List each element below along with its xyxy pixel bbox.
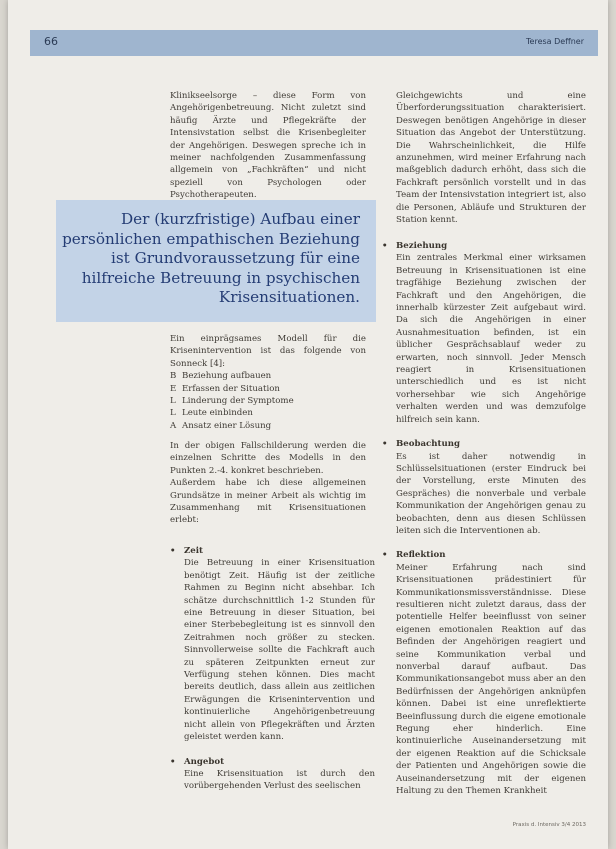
paragraph: Außerdem habe ich diese allgemeinen Grundsätze in meiner Arbeit als wichtig im Zusammenhang mit Krisensituationen erlebt: [170, 478, 366, 526]
right-bullet-list [382, 240, 586, 809]
model-step: Erfassen der Situation [182, 383, 280, 394]
list-item [170, 420, 366, 432]
author-name: Teresa Deffner [526, 37, 584, 46]
model-letter: L [170, 408, 176, 419]
pull-quote [60, 210, 360, 308]
paragraph: Klinikseelsorge – diese Form von Angehörigenbetreuung. Nicht zuletzt sind häufig Ärzte und Pflegekräfte der Intensivstation selbst die Krisenbegleiter der Angehörigen. Deswegen spreche ich in meiner nachfolgenden Zusammenfassung allgemein von „Fachkräften“ und nicht speziell von Psychologen oder Psychotherapeuten. [170, 91, 366, 201]
pull-quote-line: hilfreiche Betreuung in psychischen [81, 268, 360, 287]
bullet-dot-icon: • [170, 756, 176, 767]
page-number: 66 [44, 35, 58, 48]
pull-quote-line: Krisensituationen. [218, 288, 360, 306]
left-column-intro [170, 90, 366, 202]
bullet-title: Beziehung [396, 241, 448, 251]
model-step: Leute einbinden [182, 408, 253, 419]
model-letter: B [170, 371, 177, 382]
bullet-text: Meiner Erfahrung nach sind Krisensituationen prädestiniert für Kommunikationsmissverständnisse. Diese resultieren nicht zuletzt daraus, dass der potentielle Helfer beeinflusst von seiner eigenen emotionalen Reaktion auf das Befinden der Angehörigen reagiert und seine Kommunikation verbal und nonverbal darauf aufbaut. Das Kommunikationsangebot muss aber an den Bedürfnissen der Angehörigen anknüpfen können. Dabei ist eine unreflektierte Beeinflussung durch die eigene emotionale Regung eher hinderlich. Eine kontinuierliche Auseinandersetzung mit der eigenen Reaktion auf die Schicksale der Patienten und Angehörigen sowie die Auseinandersetzung mit der eigenen Haltung zu den Themen Krankheit [396, 562, 586, 797]
bullet-item [170, 545, 375, 744]
page [8, 0, 608, 849]
pull-quote-line: ist Grundvoraussetzung für eine [111, 249, 360, 267]
model-section [170, 333, 366, 432]
list-item [170, 395, 366, 407]
left-paragraphs [170, 440, 366, 527]
paragraph: Gleichgewichts und eine Überforderungssituation charakterisiert. Deswegen benötigen Angehörige in dieser Situation das Angebot der Unterstützung. Die Wahrscheinlichkeit, die Hilfe anzunehmen, wird meiner Erfahrung nach maßgeblich dadurch erhöht, dass sich die Fachkraft persönlich vorstellt und in das Team der Intensivstation integriert ist, also die Personen, Abläufe und Strukturen der Station kennt. [396, 91, 586, 226]
bullet-title: Reflektion [396, 550, 446, 561]
model-step: Beziehung aufbauen [182, 371, 272, 382]
paragraph: In der obigen Fallschilderung werden die einzelnen Schritte des Modells in den Punkten 2.-4. konkret beschrieben. [170, 441, 366, 476]
model-letter: E [170, 383, 177, 394]
bullet-item [170, 756, 375, 793]
bullet-dot-icon: • [382, 241, 388, 251]
model-step: Ansatz einer Lösung [182, 420, 272, 431]
bullet-dot-icon: • [170, 546, 176, 556]
model-list [170, 370, 366, 432]
bullet-item [382, 549, 586, 797]
model-intro: Ein einprägsames Modell für die Krisenintervention ist das folgende von Sonneck [4]: [170, 334, 366, 369]
bullet-item [382, 438, 586, 537]
list-item [170, 407, 366, 419]
model-step: Linderung der Symptome [182, 396, 294, 407]
bullet-dot-icon: • [382, 439, 388, 450]
pull-quote-line: Der (kurzfristige) Aufbau einer [120, 210, 360, 228]
page-footer: Praxis d. Intensiv 3/4 2013 [512, 822, 586, 828]
bullet-text: Es ist daher notwendig in Schlüsselsituationen (erster Eindruck bei der Vorstellung, erste Minuten des Gespräches) die nonverbale und verbale Kommunikation der Angehörigen genau zu beobachten, denn aus diesen Schlüssen leiten sich die Interventionen ab. [396, 451, 586, 536]
bullet-text: Die Betreuung in einer Krisensituation benötigt Zeit. Häufig ist der zeitliche Rahmen zu Beginn nicht absehbar. Ich schätze durchschnittlich 1-2 Stunden für eine Betreuung in dieser Situation, bei einer Sterbebegleitung ist es sinnvoll den Zeitrahmen noch größer zu stecken. Sinnvollerweise sollte die Fachkraft auch zu späteren Zeitpunkten erneut zur Verfügung stehen können. Dies macht bereits deutlich, dass allein aus zeitlichen Erwägungen die Krisenintervention und kontinuierliche Angehörigenbetreuung nicht allein von Pflegekräften und Ärzten geleistet werden kann. [184, 558, 375, 743]
model-letter: L [170, 396, 176, 407]
list-item [170, 383, 366, 395]
bullet-text: Eine Krisensituation ist durch den vorübergehenden Verlust des seelischen [184, 768, 375, 792]
page-header [30, 30, 598, 56]
bullet-title: Angebot [184, 756, 225, 767]
right-column-intro [396, 90, 586, 226]
bullet-title: Beobachtung [396, 439, 460, 450]
bullet-text: Ein zentrales Merkmal einer wirksamen Betreuung in Krisensituationen ist eine tragfähige Beziehung zwischen der Fachkraft und den Angehörigen, die innerhalb kürzester Zeit aufgebaut wird. Da sich die Angehörigen in einer Ausnahmesituation befinden, ist ein üblicher Gesprächsablauf weder zu erwarten, noch sinnvoll. Jeder Mensch reagiert in Krisensituationen unterschiedlich und es ist nicht vorhersehbar wie sich Angehörige verhalten werden und was demzufolge hilfreich sein kann. [396, 253, 586, 425]
bullet-item [382, 240, 586, 426]
bullet-dot-icon: • [382, 550, 388, 561]
pull-quote-line: persönlichen empathischen Beziehung [62, 229, 360, 248]
list-item [170, 370, 366, 382]
bullet-title: Zeit [184, 546, 203, 556]
pull-quote-box [56, 200, 376, 322]
left-bullet-list [170, 545, 375, 805]
model-letter: A [170, 420, 177, 431]
